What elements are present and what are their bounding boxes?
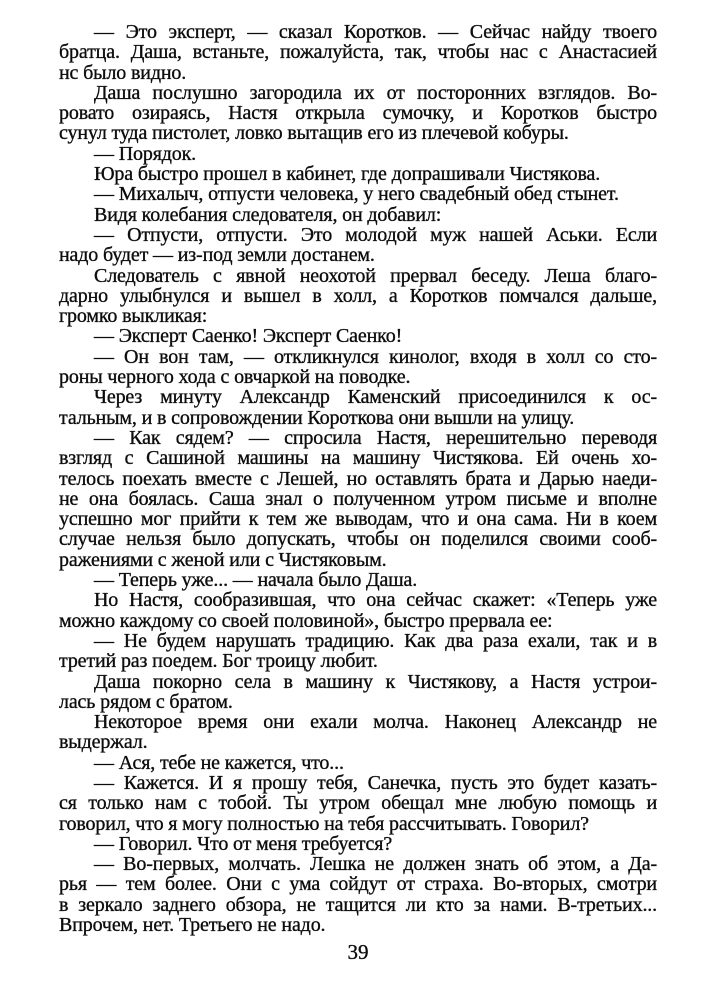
text-line: — Михалыч, отпусти человека, у него свадебный обед стынет. xyxy=(94,183,619,206)
page-number: 39 xyxy=(347,940,369,964)
text-line: телось поехать вместе с Лешей, но оставлять брата и Дарью наеди- xyxy=(59,467,657,490)
text-line: Но Настя, сообразившая, что она сейчас скажет: «Теперь уже xyxy=(94,589,657,612)
text-line: надо будет — из-под земли достанем. xyxy=(59,244,375,267)
text-line: роны черного хода с овчаркой на поводке. xyxy=(59,366,411,389)
text-line: Юра быстро прошел в кабинет, где допрашивали Чистякова. xyxy=(94,163,601,186)
text-line: — Теперь уже... — начала было Даша. xyxy=(94,569,418,592)
text-line: говорил, что я могу полностью на тебя рассчитывать. Говорил? xyxy=(59,812,589,835)
text-line: — Как сядем? — спросила Настя, нерешительно переводя xyxy=(94,426,657,449)
text-line: выдержал. xyxy=(59,731,148,754)
text-line: нс было видно. xyxy=(59,61,187,84)
text-line: случае нельзя было допускать, чтобы он поделился своими сооб- xyxy=(59,528,657,551)
text-line: — Не будем нарушать традицию. Как два раза ехали, так и в xyxy=(94,629,657,652)
text-line: — Это эксперт, — сказал Коротков. — Сейчас найду твоего xyxy=(94,21,657,43)
text-line: взгляд с Сашиной машины на машину Чистякова. Ей очень хо- xyxy=(59,447,657,470)
text-line: ся только нам с тобой. Ты утром обещал мне любую помощь и xyxy=(59,792,657,815)
text-line: успешно мог прийти к тем же выводам, что и она сама. Ни в коем xyxy=(59,508,657,531)
text-line: можно каждому со своей половиной», быстро прервала ее: xyxy=(59,609,553,632)
text-line: братца. Даша, встаньте, пожалуйста, так, чтобы нас с Анастасией xyxy=(59,41,657,64)
text-line: третий раз поедем. Бог троицу любит. xyxy=(59,650,378,673)
text-line: — Во-первых, молчать. Лешка не должен знать об этом, а Да- xyxy=(94,853,657,876)
text-line: Через минуту Александр Каменский присоединился к ос- xyxy=(94,386,657,409)
text-line: дарно улыбнулся и вышел в холл, а Коротков помчался дальше, xyxy=(59,284,657,307)
text-line: — Он вон там, — откликнулся кинолог, входя в холл со сто- xyxy=(94,345,657,368)
text-line: в зеркало заднего обзора, не тащится ли кто за нами. В-третьих... xyxy=(59,893,657,916)
text-line: Следователь с явной неохотой прервал беседу. Леша благо- xyxy=(94,264,657,287)
text-line: Некоторое время они ехали молча. Наконец Александр не xyxy=(94,711,657,734)
text-line: ражениями с женой или с Чистяковым. xyxy=(59,548,387,571)
text-line: — Порядок. xyxy=(94,142,197,165)
text-line: Даша покорно села в машину к Чистякову, а Настя устрои- xyxy=(94,670,657,693)
text-line: Даша послушно загородила их от посторонних взглядов. Во- xyxy=(94,81,657,104)
page-text xyxy=(59,22,657,935)
text-line: — Ася, тебе не кажется, что... xyxy=(94,751,344,774)
text-line: тальным, и в сопровождении Короткова они вышли на улицу. xyxy=(59,406,575,429)
text-line: Впрочем, нет. Третьего не надо. xyxy=(59,914,326,937)
text-line: — Эксперт Саенко! Эксперт Саенко! xyxy=(94,325,403,348)
text-line: Видя колебания следователя, он добавил: xyxy=(94,203,442,226)
text-line: не она боялась. Саша знал о полученном утром письме и вполне xyxy=(59,487,657,510)
text-line: ровато озираясь, Настя открыла сумочку, и Коротков быстро xyxy=(59,102,657,125)
text-line: сунул туда пистолет, ловко вытащив его из плечевой кобуры. xyxy=(59,122,569,145)
text-line: — Кажется. И я прошу тебя, Санечка, пусть это будет казать- xyxy=(94,771,657,794)
text-line: громко выкликая: xyxy=(59,305,208,328)
text-line: — Говорил. Что от меня требуется? xyxy=(94,832,393,855)
text-line: — Отпусти, отпусти. Это молодой муж нашей Аськи. Если xyxy=(94,223,657,246)
text-line: лась рядом с братом. xyxy=(59,690,233,713)
text-line: рья — тем более. Они с ума сойдут от страха. Во-вторых, смотри xyxy=(59,873,657,896)
